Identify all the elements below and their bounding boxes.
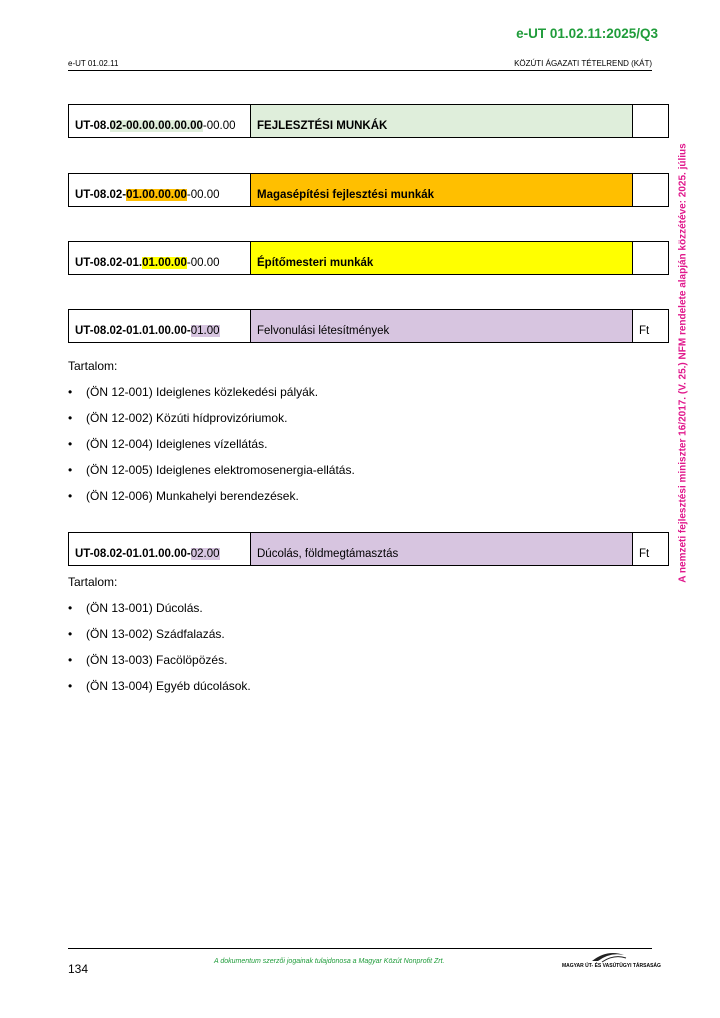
code-row-felvonulasi [68,309,669,343]
list-item: • (ÖN 12-004) Ideiglenes vízellátás. [68,437,268,451]
content-label: Tartalom: [68,575,118,589]
copyright-notice: A dokumentum szerzői jogainak tulajdonosa a Magyar Közút Nonprofit Zrt. [214,958,445,965]
list-item: • (ÖN 12-001) Ideiglenes közlekedési pályák. [68,385,319,399]
code-row-ducolas [68,532,669,566]
item-title: Dúcolás, földmegtámasztás [251,533,633,565]
logo-swoosh-icon [562,950,654,964]
list-item: • (ÖN 13-004) Egyéb dúcolások. [68,679,251,693]
item-code: UT-08. 02-00.00.00.00.00 -00.00 [69,105,251,137]
header-right: KÖZÚTI ÁGAZATI TÉTELREND (KÁT) [514,59,652,68]
item-title: Felvonulási létesítmények [251,310,633,342]
document-code: e-UT 01.02.11:2025/Q3 [516,26,658,41]
list-item: • (ÖN 13-001) Dúcolás. [68,601,203,615]
item-unit: Ft [639,548,650,560]
item-code: UT-08.02-01. 01.00.00 -00.00 [69,242,251,274]
logo-text: MAGYAR ÚT- ÉS VASÚTÜGYI TÁRSASÁG [562,963,661,969]
item-title: Magasépítési fejlesztési munkák [251,174,633,206]
header-left: e-UT 01.02.11 [68,59,119,68]
item-code: UT-08.02- 01.00.00.00 -00.00 [69,174,251,206]
code-row-magasepitesi [68,173,669,207]
item-unit [633,174,668,206]
page-number: 134 [68,962,89,976]
item-unit [633,242,668,274]
content-list-felvonulasi [68,385,355,515]
code-row-fejlesztesi [68,104,669,138]
list-item: • (ÖN 12-006) Munkahelyi berendezések. [68,489,299,503]
content-list-ducolas [68,601,251,705]
list-item: • (ÖN 12-005) Ideiglenes elektromosenergia-ellátás. [68,463,355,477]
header-rule [68,70,652,71]
list-item: • (ÖN 12-002) Közúti hídprovizóriumok. [68,411,288,425]
list-item: • (ÖN 13-002) Szádfalazás. [68,627,225,641]
item-code: UT-08.02-01.01.00.00- 02.00 [69,533,251,565]
item-unit [633,105,668,137]
item-title: Építőmesteri munkák [251,242,633,274]
company-logo [562,950,661,976]
item-code: UT-08.02-01.01.00.00- 01.00 [69,310,251,342]
content-label: Tartalom: [68,359,118,373]
code-row-epitomesteri [68,241,669,275]
item-unit: Ft [639,325,650,337]
item-title: FEJLESZTÉSI MUNKÁK [251,105,633,137]
side-publication-note: A nemzeti fejlesztési miniszter 16/2017. (V. 25.) NFM rendelete alapján közzétéve: 2025. július [677,143,689,583]
footer-rule [68,948,652,949]
list-item: • (ÖN 13-003) Facölöpözés. [68,653,228,667]
